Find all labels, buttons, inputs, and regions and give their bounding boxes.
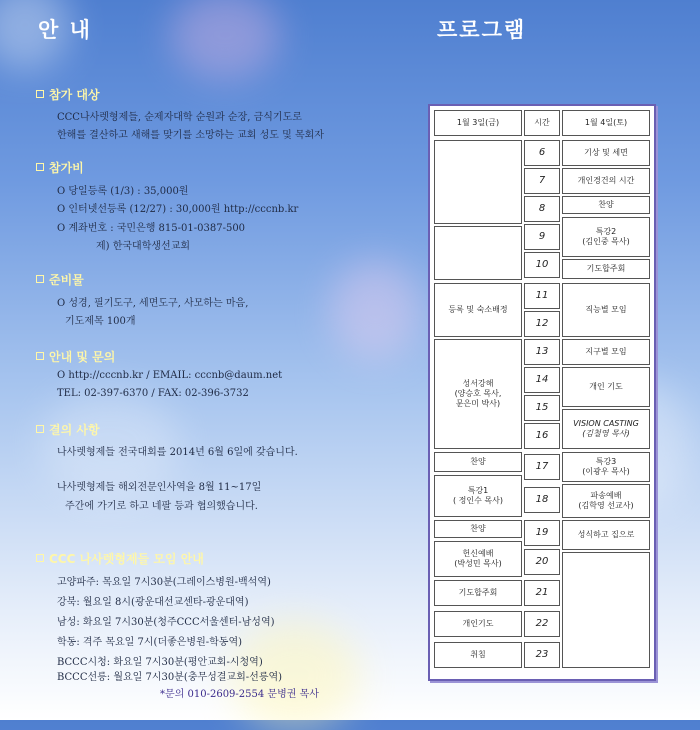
day1-lecture: 성서강해 (양승호 목사, 문은미 박사) bbox=[434, 339, 522, 449]
day2-sending-worship: 파송예배 (김학영 선교사) bbox=[562, 484, 650, 518]
time-header: 시간 bbox=[524, 110, 560, 136]
day2-job-meeting: 직능별 모임 bbox=[562, 283, 650, 337]
hour-cell: 16 bbox=[524, 423, 560, 449]
day2-vision-casting: VISION CASTING (김철영 목사) bbox=[562, 409, 650, 449]
prep-line: 기도제목 100개 bbox=[65, 316, 136, 327]
hour-cell: 20 bbox=[524, 549, 560, 575]
participants-title: 참가 대상 bbox=[36, 86, 100, 103]
hour-cell: 8 bbox=[524, 196, 560, 222]
day2-header: 1월 4일(토) bbox=[562, 110, 650, 136]
fee-line: 제) 한국대학생선교회 bbox=[96, 241, 191, 252]
fee-line: O 당일등록 (1/3) : 35,000원 bbox=[57, 186, 189, 197]
contact-line: O http://cccnb.kr / EMAIL: cccnb@daum.net bbox=[57, 370, 283, 381]
day2-wake: 기상 및 세면 bbox=[562, 140, 650, 166]
day1-empty bbox=[434, 140, 522, 224]
hour-cell: 15 bbox=[524, 395, 560, 421]
meeting-line: BCCC선릉: 월요일 7시30분(충무성결교회-선릉역) bbox=[57, 672, 283, 683]
meeting-line: 학동: 격주 목요일 7시(더좋은병원-학동역) bbox=[57, 637, 243, 648]
day2-praise: 찬양 bbox=[562, 196, 650, 214]
day1-personal-prayer: 개인기도 bbox=[434, 611, 522, 637]
meeting-line: 남성: 화요일 7시30분(청주CCC서울센터-남성역) bbox=[57, 617, 275, 628]
day2-quiet-time: 개인경건의 시간 bbox=[562, 168, 650, 194]
day1-empty bbox=[434, 226, 522, 280]
meetings-title: CCC 나사렛형제들 모임 안내 bbox=[36, 550, 204, 567]
hour-cell: 11 bbox=[524, 283, 560, 309]
contact-line: TEL: 02-397-6370 / FAX: 02-396-3732 bbox=[57, 388, 249, 399]
day2-region-meeting: 지구별 모임 bbox=[562, 339, 650, 365]
day2-special-lecture: 특강2 (김인중 목사) bbox=[562, 217, 650, 257]
meeting-line: 고양파주: 목요일 7시30분(그레이스병원-백석역) bbox=[57, 577, 271, 588]
day1-header: 1월 3일(금) bbox=[434, 110, 522, 136]
fee-title: 참가비 bbox=[36, 159, 84, 176]
participants-line: CCC나사렛형제들, 순제자대학 순원과 순장, 금식기도로 bbox=[57, 112, 302, 123]
meeting-line: BCCC시청: 화요일 7시30분(평안교회-시청역) bbox=[57, 657, 263, 668]
hour-cell: 13 bbox=[524, 339, 560, 365]
hour-cell: 23 bbox=[524, 642, 560, 668]
day1-prayer-concert: 기도합주회 bbox=[434, 580, 522, 606]
hour-cell: 6 bbox=[524, 140, 560, 166]
day1-worship: 헌신예배 (박성민 목사) bbox=[434, 541, 522, 577]
hour-cell: 9 bbox=[524, 224, 560, 250]
hour-cell: 7 bbox=[524, 168, 560, 194]
fee-line: O 계좌번호 : 국민은행 815-01-0387-500 bbox=[57, 223, 246, 234]
hour-cell: 17 bbox=[524, 454, 560, 480]
program-heading: 프로그램 bbox=[437, 18, 527, 42]
day2-personal-prayer: 개인 기도 bbox=[562, 367, 650, 407]
resolution-line: 나사렛형제들 전국대회를 2014년 6월 6일에 갖습니다. bbox=[57, 447, 298, 458]
hour-cell: 18 bbox=[524, 487, 560, 513]
day2-special-lecture: 특강3 (이광우 목사) bbox=[562, 452, 650, 482]
prep-line: O 성경, 필기도구, 세면도구, 사모하는 마음, bbox=[57, 298, 249, 309]
decor-light bbox=[170, 0, 280, 80]
hour-cell: 14 bbox=[524, 367, 560, 393]
day1-praise: 찬양 bbox=[434, 452, 522, 472]
resolution-line: 주간에 가기로 하고 네팔 등과 협의했습니다. bbox=[65, 501, 258, 512]
day2-closing: 성식하고 집으로 bbox=[562, 520, 650, 550]
hour-cell: 10 bbox=[524, 252, 560, 278]
participants-line: 한해를 결산하고 새해를 맞기를 소망하는 교회 성도 및 목회자 bbox=[57, 130, 324, 141]
hour-cell: 19 bbox=[524, 520, 560, 546]
decor-light bbox=[330, 260, 420, 360]
prep-title: 준비물 bbox=[36, 271, 84, 288]
day2-empty bbox=[562, 552, 650, 668]
contact-note: *문의 010-2609-2554 문병권 목사 bbox=[160, 689, 319, 700]
fee-line: O 인터넷선등록 (12/27) : 30,000원 http://cccnb.kr bbox=[57, 204, 299, 215]
program-schedule bbox=[428, 104, 656, 681]
day1-praise: 찬양 bbox=[434, 520, 522, 538]
meeting-line: 강북: 월요일 8시(광운대선교센타-광운대역) bbox=[57, 597, 249, 608]
hour-cell: 12 bbox=[524, 311, 560, 337]
day1-sleep: 취침 bbox=[434, 642, 522, 668]
contact-title: 안내 및 문의 bbox=[36, 348, 115, 365]
info-heading: 안 내 bbox=[38, 18, 92, 42]
resolution-line: 나사렛형제들 해외전문인사역을 8월 11~17일 bbox=[57, 482, 262, 493]
hour-cell: 22 bbox=[524, 611, 560, 637]
day1-special-lecture: 특강1 ( 정인수 목사) bbox=[434, 475, 522, 517]
hour-cell: 21 bbox=[524, 580, 560, 606]
day1-registration: 등록 및 숙소배정 bbox=[434, 283, 522, 337]
day2-prayer-concert: 기도합주회 bbox=[562, 259, 650, 279]
resolution-title: 결의 사항 bbox=[36, 421, 100, 438]
